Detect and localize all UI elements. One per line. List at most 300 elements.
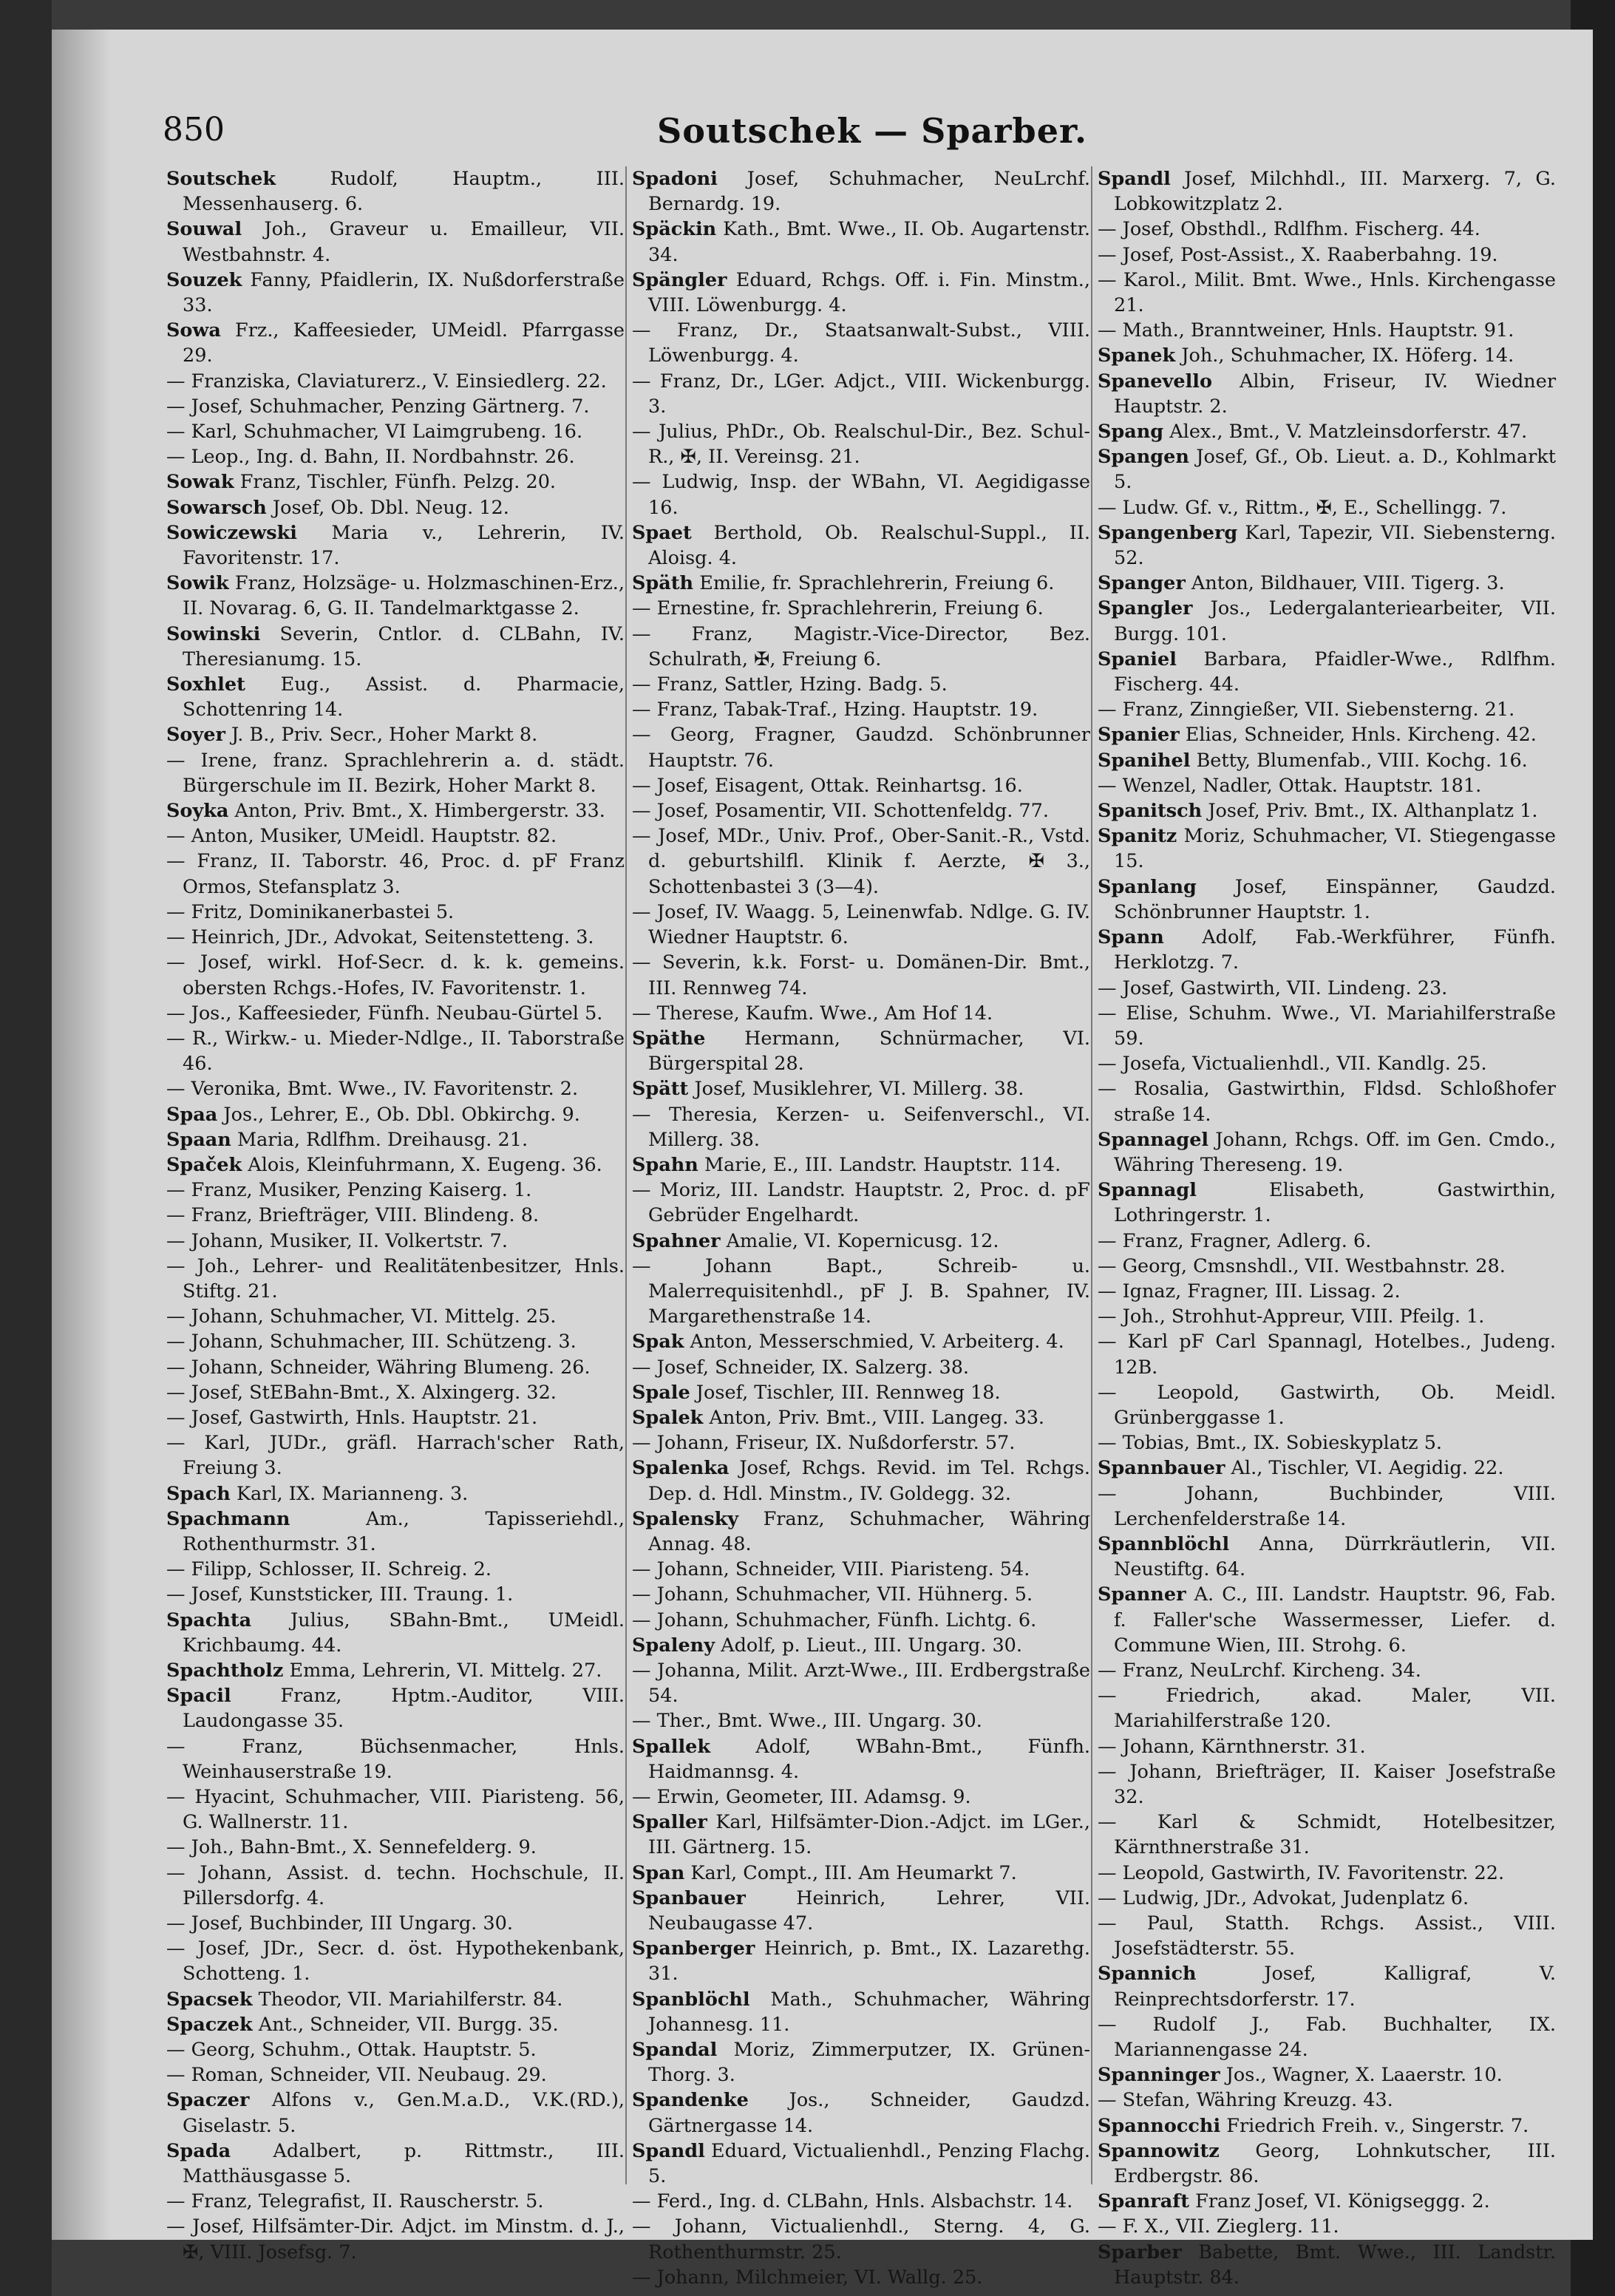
entry-details: Josef, Einspänner, Gaudzd. Schönbrunner Hauptstr. 1. (1114, 875, 1556, 923)
directory-entry (632, 672, 1090, 697)
entry-details: — Tobias, Bmt., IX. Sobieskyplatz 5. (1098, 1432, 1443, 1455)
entry-surname: Spanraft (1098, 2190, 1190, 2213)
entry-surname: Spandal (632, 2039, 718, 2062)
entry-details: — Josef, Eisagent, Ottak. Reinhartsg. 16. (632, 774, 1023, 797)
entry-surname: Spaan (166, 1128, 231, 1151)
entry-surname: Spanger (1098, 572, 1186, 595)
directory-entry (632, 1178, 1090, 1228)
entry-details: Josef, Priv. Bmt., IX. Althanplatz 1. (1208, 800, 1538, 823)
entry-surname: Sowiczewski (166, 521, 297, 544)
directory-entry (1098, 217, 1556, 242)
entry-surname: Spalek (632, 1406, 704, 1429)
entry-details: Kath., Bmt. Wwe., II. Ob. Augartenstr. 34. (648, 218, 1090, 266)
directory-entry (632, 369, 1090, 419)
directory-entry (1098, 1861, 1556, 1886)
entry-details: Franz, Schuhmacher, Währing Annag. 48. (648, 1507, 1090, 1555)
entry-details: Eug., Assist. d. Pharmacie, Schottenring 14. (183, 673, 625, 721)
entry-details: — Anton, Musiker, UMeidl. Hauptstr. 82. (166, 825, 557, 848)
entry-details: Jos., Lehrer, E., Ob. Dbl. Obkirchg. 9. (223, 1103, 580, 1126)
entry-details: Alfons v., Gen.M.a.D., V.K.(RD.), Giselastr. 5. (183, 2089, 625, 2137)
entry-details: Severin, Cntlor. d. CLBahn, IV. Theresianumg. 15. (183, 622, 625, 670)
entry-details: Adolf, WBahn-Bmt., Fünfh. Haidmannsg. 4. (648, 1735, 1091, 1783)
entry-surname: Spanbauer (632, 1886, 746, 1909)
entry-details: — Johann, Musiker, II. Volkertstr. 7. (166, 1229, 508, 1252)
directory-entry (1098, 166, 1556, 217)
directory-entry (166, 622, 625, 672)
directory-entry (166, 1229, 625, 1254)
directory-entry (1098, 1076, 1556, 1127)
entry-details: Franz, Tischler, Fünfh. Pelzg. 20. (239, 471, 557, 494)
directory-entry (632, 1380, 1090, 1405)
entry-surname: Spanlang (1098, 875, 1197, 898)
entry-details: Emilie, fr. Sprachlehrerin, Freiung 6. (699, 572, 1055, 595)
entry-details: — Franz, Zinngießer, VII. Siebensterng. 21. (1098, 699, 1515, 721)
entry-details: — Therese, Kaufm. Wwe., Am Hof 14. (632, 1002, 993, 1025)
directory-entry (632, 2139, 1090, 2189)
entry-surname: Spanevello (1098, 370, 1212, 393)
entry-details: A. C., III. Landstr. Hauptstr. 96, Fab. f. Faller'sche Wassermesser, Liefer. d. Commune Wien, III. Strohg. 6. (1114, 1583, 1556, 1657)
directory-entry (632, 2088, 1090, 2138)
entry-surname: Spachtholz (166, 1659, 284, 1682)
directory-entry (1098, 2240, 1556, 2290)
entry-details: — Rudolf J., Fab. Buchhalter, IX. Mariannengasse 24. (1098, 2013, 1556, 2062)
directory-entry (632, 217, 1090, 267)
directory-entry (1098, 1734, 1556, 1759)
directory-entry (632, 722, 1090, 772)
directory-entry (632, 419, 1090, 469)
directory-entry (632, 823, 1090, 900)
entry-surname: Sparber (1098, 2241, 1182, 2263)
entry-details: — Josefa, Victualienhdl., VII. Kandlg. 25. (1098, 1053, 1487, 1076)
directory-entry (632, 2265, 1090, 2290)
directory-entry (166, 1987, 625, 2012)
directory-entry (166, 1254, 625, 1304)
entry-details: — Josef, IV. Waagg. 5, Leinenwfab. Ndlge. G. IV. Wiedner Hauptstr. 6. (632, 900, 1090, 949)
entry-details: — Karl & Schmidt, Hotelbesitzer, Kärnthnerstraße 31. (1098, 1811, 1556, 1859)
entry-details: — Josef, Hilfsämter-Dir. Adjct. im Minstm. d. J., ✠, VIII. Josefsg. 7. (166, 2215, 625, 2263)
entry-details: Eduard, Victualienhdl., Penzing Flachg. 5. (648, 2139, 1091, 2188)
entry-surname: Spanek (1098, 344, 1176, 367)
entry-details: — Veronika, Bmt. Wwe., IV. Favoritenstr. 2. (166, 1078, 579, 1101)
entry-details: — Heinrich, JDr., Advokat, Seitenstetteng. 3. (166, 926, 594, 949)
entry-details: Betty, Blumenfab., VIII. Kochg. 16. (1196, 749, 1528, 772)
directory-entry (1098, 1304, 1556, 1329)
directory-entry (166, 1582, 625, 1607)
entry-details: — Georg, Cmsnshdl., VII. Westbahnstr. 28. (1098, 1254, 1506, 1277)
entry-surname: Spannagel (1098, 1128, 1209, 1151)
directory-entry (1098, 1810, 1556, 1860)
directory-entry (166, 419, 625, 444)
entry-details: — Friedrich, akad. Maler, VII. Mariahilferstraße 120. (1098, 1685, 1556, 1733)
entry-surname: Spangenberg (1098, 521, 1238, 544)
directory-entry (166, 469, 625, 495)
entry-details: Theodor, VII. Mariahilferstr. 84. (258, 1988, 563, 2011)
directory-entry (1098, 571, 1556, 596)
directory-entry (1098, 318, 1556, 343)
entry-details: Karl, Tapezir, VII. Siebensterng. 52. (1114, 521, 1557, 570)
directory-entry (632, 2214, 1090, 2264)
directory-entry (632, 622, 1090, 672)
entry-surname: Spandl (1098, 168, 1171, 190)
directory-entry (166, 1784, 625, 1835)
entry-surname: Spadoni (632, 168, 718, 190)
entry-details: — Ludwig, Insp. der WBahn, VI. Aegidigasse 16. (632, 471, 1090, 519)
directory-entry (166, 1835, 625, 1860)
directory-entry (1098, 1430, 1556, 1456)
directory-entry (632, 1861, 1090, 1886)
entry-details: — Johann, Schuhmacher, III. Schützeng. 3. (166, 1331, 577, 1354)
directory-entry (166, 444, 625, 469)
entry-details: — Franz, Büchsenmacher, Hnls. Weinhauserstraße 19. (166, 1735, 625, 1783)
entry-details: — Roman, Schneider, VII. Neubaug. 29. (166, 2064, 547, 2087)
directory-entry (632, 1254, 1090, 1330)
directory-entry (166, 1658, 625, 1683)
entry-surname: Spaczek (166, 2013, 253, 2036)
entry-surname: Spacsek (166, 1988, 253, 2011)
directory-entry (1098, 1229, 1556, 1254)
entry-details: Emma, Lehrerin, VI. Mittelg. 27. (289, 1659, 602, 1682)
entry-surname: Späthe (632, 1027, 706, 1050)
directory-entry (632, 1582, 1090, 1607)
directory-entry (166, 1481, 625, 1507)
directory-entry (166, 495, 625, 520)
directory-entry (632, 1507, 1090, 1557)
directory-entry (1098, 874, 1556, 925)
directory-entry (632, 1430, 1090, 1456)
entry-details: Karl, IX. Marianneng. 3. (236, 1482, 469, 1505)
entry-details: — Franz, Dr., LGer. Adjct., VIII. Wickenburgg. 3. (632, 370, 1090, 418)
entry-details: — Johann, Buchbinder, VIII. Lerchenfelderstraße 14. (1098, 1482, 1556, 1530)
entry-details: Johann, Rchgs. Off. im Gen. Cmdo., Währing Thereseng. 19. (1114, 1128, 1556, 1176)
entry-details: Math., Schuhmacher, Währing Johannesg. 11. (648, 1988, 1090, 2036)
entry-surname: Spanitz (1098, 825, 1177, 848)
entry-details: Josef, Rchgs. Revid. im Tel. Rchgs. Dep. d. Hdl. Minstm., IV. Goldegg. 32. (648, 1457, 1090, 1505)
directory-entry (166, 1861, 625, 1911)
directory-entry (632, 1229, 1090, 1254)
directory-entry (166, 2012, 625, 2037)
directory-entry (166, 1026, 625, 1076)
directory-entry (1098, 520, 1556, 571)
running-head: Soutschek — Sparber. (657, 111, 1087, 151)
entry-details: — Leop., Ing. d. Bahn, II. Nordbahnstr. 26. (166, 446, 575, 469)
entry-details: — Wenzel, Nadler, Ottak. Hauptstr. 181. (1098, 774, 1482, 797)
directory-entry (1098, 268, 1556, 318)
entry-details: Josef, Ob. Dbl. Neug. 12. (272, 496, 509, 519)
entry-details: Al., Tischler, VI. Aegidig. 22. (1231, 1457, 1504, 1480)
directory-entry (166, 2088, 625, 2138)
directory-entry (1098, 1178, 1556, 1228)
entry-details: — Johann, Schuhmacher, VII. Hühnerg. 5. (632, 1583, 1033, 1606)
entry-surname: Spaa (166, 1103, 218, 1126)
directory-entry (1098, 1582, 1556, 1658)
entry-surname: Spängler (632, 268, 727, 291)
directory-entry (1098, 242, 1556, 268)
directory-entry (1098, 722, 1556, 747)
directory-entry (1098, 2113, 1556, 2139)
entry-details: Franz, Hptm.-Auditor, VIII. Laudongasse 35. (183, 1685, 625, 1733)
directory-entry (166, 1152, 625, 1178)
entry-details: — Math., Branntweiner, Hnls. Hauptstr. 91. (1098, 319, 1514, 342)
directory-entry (1098, 748, 1556, 773)
entry-surname: Spanberger (632, 1937, 755, 1960)
entry-details: — Elise, Schuhm. Wwe., VI. Mariahilferstraße 59. (1098, 1002, 1556, 1050)
directory-entry (632, 1936, 1090, 1986)
entry-details: — Johann, Milchmeier, VI. Wallg. 25. (632, 2266, 983, 2289)
entry-details: — Franz, Magistr.-Vice-Director, Bez. Schulrath, ✠, Freiung 6. (632, 622, 1090, 670)
entry-details: Jos., Ledergalanteriearbeiter, VII. Burgg. 101. (1114, 597, 1556, 645)
directory-entry (632, 697, 1090, 722)
directory-entry (632, 1456, 1090, 1506)
directory-entry (632, 1886, 1090, 1936)
entry-details: — Joh., Lehrer- und Realitätenbesitzer, Hnls. Stiftg. 21. (166, 1254, 625, 1302)
entry-surname: Spachmann (166, 1507, 290, 1530)
directory-entry (1098, 444, 1556, 495)
directory-entry (632, 1784, 1090, 1810)
entry-details: — Erwin, Geometer, III. Adamsg. 9. (632, 1786, 971, 1808)
column-divider (625, 166, 627, 2184)
entry-details: — Josef, Gastwirth, VII. Lindeng. 23. (1098, 977, 1448, 999)
directory-entry (1098, 823, 1556, 874)
entry-details: Adalbert, p. Rittmstr., III. Matthäusgasse 5. (183, 2139, 625, 2188)
entry-details: — Fritz, Dominikanerbastei 5. (166, 900, 455, 923)
entry-details: Ant., Schneider, VII. Burgg. 35. (258, 2013, 559, 2036)
entry-details: Barbara, Pfaidler-Wwe., Rdlfhm. Fischerg. 44. (1114, 648, 1557, 696)
entry-details: Jos., Schneider, Gaudzd. Gärtnergasse 14. (648, 2089, 1090, 2137)
directory-entry (1098, 1886, 1556, 1911)
entry-details: — Stefan, Währing Kreuzg. 43. (1098, 2089, 1393, 2112)
entry-details: Jos., Wagner, X. Laaerstr. 10. (1225, 2064, 1503, 2087)
entry-details: — Joh., Bahn-Bmt., X. Sennefelderg. 9. (166, 1836, 537, 1859)
entry-details: Alois, Kleinfuhrmann, X. Eugeng. 36. (248, 1153, 602, 1176)
entry-details: Eduard, Rchgs. Off. i. Fin. Minstm., VIII. Löwenburgg. 4. (648, 268, 1091, 317)
entry-surname: Spacil (166, 1685, 231, 1708)
entry-details: — Franz, Fragner, Adlerg. 6. (1098, 1229, 1372, 1252)
directory-entry (166, 672, 625, 722)
entry-details: — Joh., Strohhut-Appreur, VIII. Pfeilg. 1. (1098, 1305, 1485, 1328)
entry-surname: Spaet (632, 521, 692, 544)
entry-details: — Franz, II. Taborstr. 46, Proc. d. pF Franz Ormos, Stefansplatz 3. (166, 850, 625, 898)
directory-entry (1098, 1759, 1556, 1810)
entry-surname: Spachta (166, 1609, 252, 1631)
entry-details: — Karl, Schuhmacher, VI Laimgrubeng. 16. (166, 421, 583, 444)
directory-entry (1098, 1481, 1556, 1532)
entry-details: — Johann, Kärnthnerstr. 31. (1098, 1735, 1366, 1758)
entry-surname: Spahn (632, 1153, 698, 1176)
directory-entry (632, 1658, 1090, 1708)
directory-entry (632, 1026, 1090, 1076)
directory-entry (1098, 2088, 1556, 2113)
entry-details: — Johann, Briefträger, II. Kaiser Josefstraße 32. (1098, 1760, 1556, 1808)
entry-details: — Theresia, Kerzen- u. Seifenverschl., VI. Millerg. 38. (632, 1103, 1090, 1151)
directory-entry (1098, 976, 1556, 1001)
entry-details: — Franz, Briefträger, VIII. Blindeng. 8. (166, 1204, 540, 1227)
directory-entry (166, 1557, 625, 1582)
entry-details: Franz Josef, VI. Königseggg. 2. (1195, 2190, 1490, 2213)
entry-details: Rudolf, Hauptm., III. Messenhauserg. 6. (183, 168, 625, 216)
entry-details: — Josef, StEBahn-Bmt., X. Alxingerg. 32. (166, 1381, 557, 1404)
entry-surname: Sowak (166, 471, 234, 494)
entry-details: — Johann, Schuhmacher, Fünfh. Lichtg. 6. (632, 1609, 1037, 1631)
entry-details: Karl, Compt., III. Am Heumarkt 7. (690, 1861, 1017, 1884)
entry-details: — Johann, Victualienhdl., Sterng. 4, G. Rothenthurmstr. 25. (632, 2215, 1090, 2263)
directory-entry (632, 950, 1090, 1000)
directory-entry (632, 571, 1090, 596)
entry-details: — Josef, JDr., Secr. d. öst. Hypothekenbank, Schotteng. 1. (166, 1937, 625, 1986)
directory-entry (1098, 2062, 1556, 2088)
entry-surname: Sowik (166, 572, 229, 595)
entry-surname: Späckin (632, 218, 717, 241)
entry-details: — Josef, Obsthdl., Rdlfhm. Fischerg. 44. (1098, 218, 1480, 241)
directory-entry (166, 2139, 625, 2189)
entry-details: Josef, Gf., Ob. Lieut. a. D., Kohlmarkt 5. (1114, 446, 1557, 494)
entry-surname: Spandl (632, 2139, 705, 2162)
directory-entry (166, 268, 625, 318)
directory-entry (1098, 1456, 1556, 1481)
entry-details: Frz., Kaffeesieder, UMeidl. Pfarrgasse 29. (183, 319, 625, 367)
entry-details: — Josef, Buchbinder, III Ungarg. 30. (166, 1912, 513, 1935)
directory-entry (166, 1608, 625, 1658)
directory-entry (166, 849, 625, 899)
directory-entry (632, 166, 1090, 217)
entry-details: — Ernestine, fr. Sprachlehrerin, Freiung 6. (632, 597, 1044, 620)
entry-details: Josef, Kalligraf, V. Reinprechtsdorferstr. 17. (1114, 1963, 1556, 2011)
directory-entry (632, 596, 1090, 621)
entry-details: — Franz, Sattler, Hzing. Badg. 5. (632, 673, 948, 696)
entry-surname: Spanner (1098, 1583, 1186, 1606)
directory-entry (1098, 2012, 1556, 2062)
directory-entry (1098, 1127, 1556, 1178)
entry-details: — Josef, Posamentir, VII. Schottenfeldg. 77. (632, 800, 1049, 823)
entry-details: — Josef, wirkl. Hof-Secr. d. k. k. gemeins. obersten Rchgs.-Hofes, IV. Favoritenstr. 1. (166, 951, 625, 999)
entry-surname: Spandenke (632, 2089, 749, 2112)
directory-entry (166, 520, 625, 571)
entry-details: — Ludwig, JDr., Advokat, Judenplatz 6. (1098, 1886, 1469, 1909)
directory-entry (632, 469, 1090, 520)
entry-details: — F. X., VII. Zieglerg. 11. (1098, 2215, 1339, 2238)
directory-entry (1098, 1279, 1556, 1304)
directory-entry (166, 1911, 625, 1936)
directory-entry (1098, 1658, 1556, 1683)
directory-entry (1098, 2214, 1556, 2239)
entry-details: Elisabeth, Gastwirthin, Lothringerstr. 1. (1114, 1179, 1556, 1227)
page-number: 850 (163, 111, 225, 149)
entry-surname: Span (632, 1861, 685, 1884)
entry-details: — Franz, NeuLrchf. Kircheng. 34. (1098, 1659, 1421, 1682)
directory-column-1 (166, 166, 625, 2263)
entry-details: Am., Tapisseriehdl., Rothenthurmstr. 31. (183, 1507, 625, 1555)
entry-surname: Spaček (166, 1153, 242, 1176)
directory-entry (166, 900, 625, 925)
directory-entry (1098, 495, 1556, 520)
entry-surname: Soutschek (166, 168, 276, 190)
directory-entry (166, 217, 625, 267)
directory-entry (632, 1810, 1090, 1860)
entry-details: — Georg, Schuhm., Ottak. Hauptstr. 5. (166, 2039, 537, 2062)
entry-details: — Josef, Kunststicker, III. Traung. 1. (166, 1583, 514, 1606)
entry-surname: Spanihel (1098, 749, 1191, 772)
entry-details: — Severin, k.k. Forst- u. Domänen-Dir. Bmt., III. Rennweg 74. (632, 951, 1090, 999)
entry-details: — Julius, PhDr., Ob. Realschul-Dir., Bez. Schul-R., ✠, II. Vereinsg. 21. (632, 421, 1090, 469)
entry-surname: Spätt (632, 1078, 689, 1101)
entry-surname: Spannocchi (1098, 2114, 1221, 2137)
entry-details: Adolf, p. Lieut., III. Ungarg. 30. (721, 1634, 1022, 1657)
directory-entry (632, 1405, 1090, 1430)
directory-entry (166, 1329, 625, 1354)
directory-entry (1098, 1380, 1556, 1430)
entry-details: — Franz, Dr., Staatsanwalt-Subst., VIII. Löwenburgg. 4. (632, 319, 1090, 367)
directory-entry (632, 1076, 1090, 1101)
entry-surname: Soxhlet (166, 673, 245, 696)
entry-details: — Filipp, Schlosser, II. Schreig. 2. (166, 1558, 492, 1581)
entry-surname: Spaniel (1098, 648, 1177, 670)
directory-entry (166, 748, 625, 798)
directory-entry (166, 1127, 625, 1152)
entry-details: Anton, Bildhauer, VIII. Tigerg. 3. (1191, 572, 1505, 595)
entry-surname: Spanninger (1098, 2064, 1220, 2087)
entry-details: Karl, Hilfsämter-Dion.-Adjct. im LGer., III. Gärtnerg. 15. (648, 1811, 1090, 1859)
directory-entry (1098, 1532, 1556, 1582)
entry-details: Anton, Priv. Bmt., X. Himbergerstr. 33. (234, 800, 605, 823)
page-header (163, 111, 1582, 163)
entry-surname: Späth (632, 572, 694, 595)
directory-entry (632, 1001, 1090, 1026)
entry-surname: Spannbauer (1098, 1457, 1225, 1480)
entry-surname: Spaller (632, 1811, 707, 1834)
entry-details: — Jos., Kaffeesieder, Fünfh. Neubau-Gürtel 5. (166, 1002, 603, 1025)
entry-details: Albin, Friseur, IV. Wiedner Hauptstr. 2. (1114, 370, 1557, 418)
column-divider (1091, 166, 1092, 2184)
directory-column-2 (632, 166, 1091, 2289)
entry-details: — Ther., Bmt. Wwe., III. Ungarg. 30. (632, 1710, 982, 1733)
entry-details: — Johann, Assist. d. techn. Hochschule, II. Pillersdorfg. 4. (166, 1861, 625, 1909)
directory-entry (1098, 1001, 1556, 1051)
entry-surname: Spanitsch (1098, 800, 1203, 823)
directory-entry (166, 1102, 625, 1127)
entry-details: — Josef, Schneider, IX. Salzerg. 38. (632, 1356, 970, 1379)
directory-entry (1098, 1911, 1556, 1961)
entry-surname: Spannblöchl (1098, 1532, 1230, 1555)
entry-details: Adolf, Fab.-Werkführer, Fünfh. Herklotzg. 7. (1114, 926, 1556, 974)
entry-surname: Spanblöchl (632, 1988, 750, 2011)
directory-entry (632, 1633, 1090, 1658)
entry-details: Josef, Milchhdl., III. Marxerg. 7, G. Lobkowitzplatz 2. (1114, 168, 1556, 216)
entry-surname: Souzek (166, 268, 242, 291)
entry-details: Joh., Graveur u. Emailleur, VII. Westbahnstr. 4. (183, 218, 625, 266)
directory-entry (166, 823, 625, 849)
entry-surname: Sowinski (166, 622, 261, 645)
entry-surname: Spale (632, 1381, 690, 1404)
entry-surname: Spallek (632, 1735, 711, 1758)
entry-details: Babette, Bmt. Wwe., III. Landstr. Hauptstr. 84. (1114, 2241, 1557, 2289)
directory-entry (166, 571, 625, 621)
entry-details: — Ignaz, Fragner, III. Lissag. 2. (1098, 1280, 1401, 1302)
directory-entry (1098, 647, 1556, 697)
entry-details: Anton, Priv. Bmt., VIII. Langeg. 33. (709, 1406, 1045, 1429)
directory-entry (632, 1329, 1090, 1354)
directory-entry (632, 773, 1090, 798)
entry-details: — Rosalia, Gastwirthin, Fldsd. Schloßhofer straße 14. (1098, 1078, 1556, 1126)
directory-entry (166, 1203, 625, 1228)
entry-details: — Josef, Post-Assist., X. Raaberbahng. 19. (1098, 243, 1498, 266)
directory-entry (166, 2062, 625, 2088)
directory-entry (1098, 1683, 1556, 1733)
directory-column-3 (1098, 166, 1557, 2289)
entry-details: Heinrich, Lehrer, VII. Neubaugasse 47. (648, 1886, 1091, 1935)
directory-entry (166, 722, 625, 747)
entry-surname: Sowarsch (166, 496, 267, 519)
directory-entry (632, 900, 1090, 950)
entry-surname: Spaczer (166, 2089, 250, 2112)
